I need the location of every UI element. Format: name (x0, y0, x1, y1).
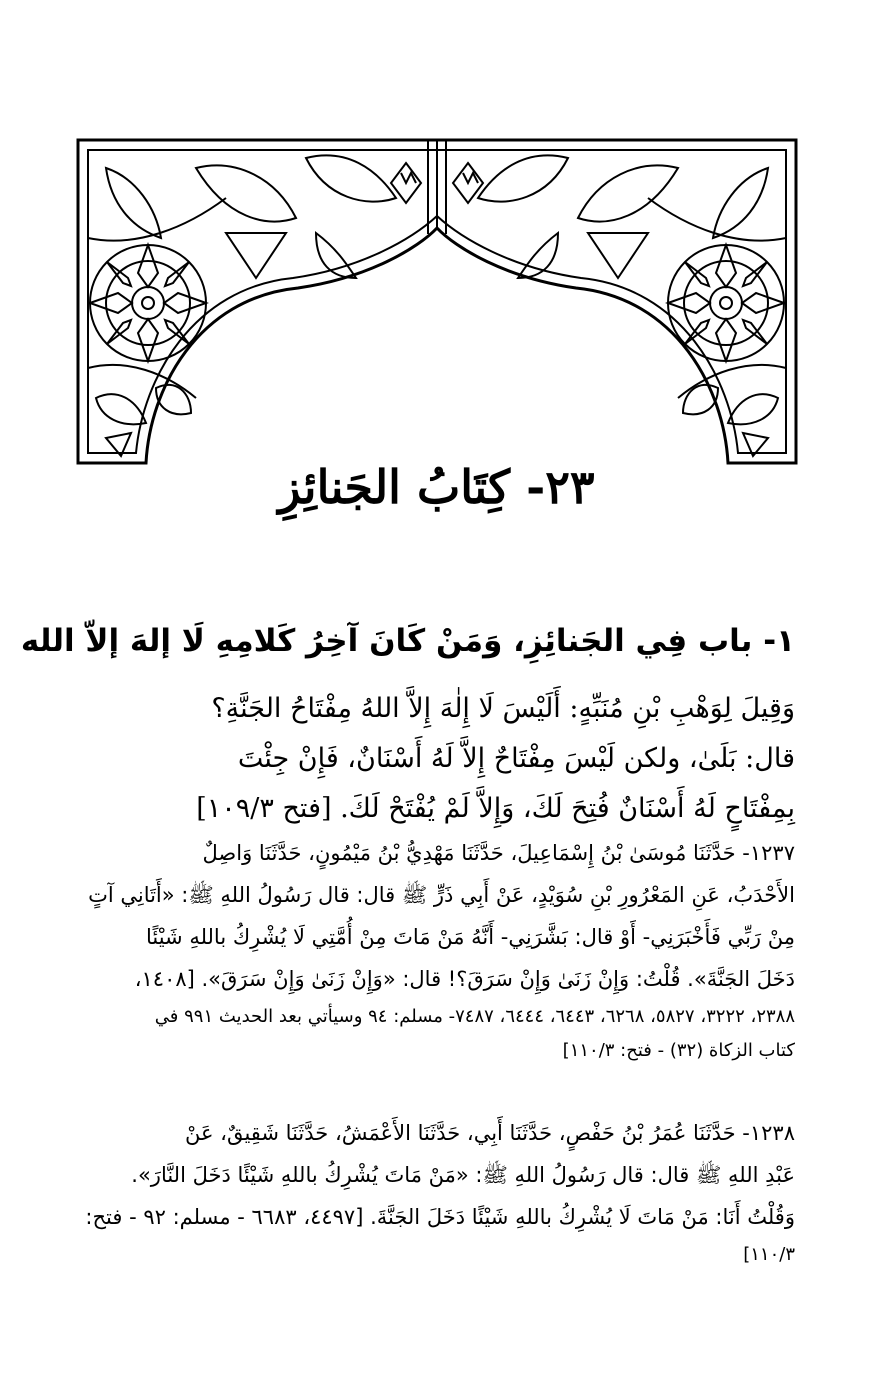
hadith-reference-line: ٢٣٨٨، ٣٢٢٢، ٥٨٢٧، ٦٢٦٨، ٦٤٤٣، ٦٤٤٤، ٧٤٨٧- مسلم: ٩٤ وسيأتي بعد الحديث ٩٩١ في (154, 1006, 795, 1027)
hadith-line: دَخَلَ الجَنَّةَ». قُلْتُ: وَإِنْ زَنَىٰ وَإِنْ سَرَقَ؟! قال: «وَإِنْ زَنَىٰ وَإِنْ سَرَقَ». [١٤٠٨، (134, 967, 795, 991)
hadith-reference-line: كتاب الزكاة (٣٢) - فتح: ١١٠/٣] (562, 1040, 795, 1061)
chapter-title: ٢٣- كِتَابُ الجَنائِزِ (278, 460, 595, 514)
hadith-line: وَقُلْتُ أَنَا: مَنْ مَاتَ لَا يُشْرِكُ باللهِ شَيْئًا دَخَلَ الجَنَّةَ. [٤٤٩٧، ٦٦٨٣ - مسلم: ٩٢ - فتح: (85, 1205, 795, 1229)
section-heading: ١- باب فِي الجَنائِزِ، وَمَنْ كَانَ آخِرُ كَلامِهِ لَا إلهَ إلاّ الله (20, 623, 795, 659)
hadith-line: مِنْ رَبِّي فَأَخْبَرَنِي- أَوْ قال: بَشَّرَنِي- أَنَّهُ مَنْ مَاتَ مِنْ أُمَّتِي لَا يُشْرِكُ باللهِ شَيْئًا (145, 925, 795, 949)
quote-line: قال: بَلَىٰ، ولكن لَيْسَ مِفْتَاحٌ إِلاَّ لَهُ أَسْنَانٌ، فَإِنْ جِئْتَ (237, 743, 795, 774)
section-quote (75, 684, 795, 834)
hadith-line: ١٢٣٧- حَدَّثَنَا مُوسَىٰ بْنُ إِسْمَاعِيلَ، حَدَّثَنَا مَهْدِيُّ بْنُ مَيْمُونٍ، حَدَّثَنَا وَاصِلٌ (202, 841, 795, 865)
quote-line: بِمِفْتَاحٍ لَهُ أَسْنَانٌ فُتِحَ لَكَ، وَإِلاَّ لَمْ يُفْتَحْ لَكَ. [فتح ١٠٩/٣] (196, 793, 795, 824)
hadith-line: ١٢٣٨- حَدَّثَنَا عُمَرُ بْنُ حَفْصٍ، حَدَّثَنَا أَبِي، حَدَّثَنَا الأَعْمَشُ، حَدَّثَنَا شَقِيقٌ، عَنْ (184, 1121, 795, 1145)
quote-line: وَقِيلَ لِوَهْبِ بْنِ مُنَبِّهٍ: أَلَيْسَ لَا إِلٰهَ إِلاَّ اللهُ مِفْتَاحُ الجَنَّةِ؟ (211, 693, 795, 724)
arabesque-arch-ornament (76, 138, 798, 468)
hadith-1238 (75, 1112, 795, 1272)
hadith-line: عَبْدِ اللهِ ﷺ قال: قال رَسُولُ اللهِ ﷺ: «مَنْ مَاتَ يُشْرِكُ باللهِ شَيْئًا دَخَلَ النَّارَ». (131, 1163, 795, 1187)
hadith-1237 (75, 832, 795, 1068)
hadith-reference-line: ١١٠/٣] (743, 1244, 795, 1265)
hadith-line: الأَحْدَبُ، عَنِ المَعْرُورِ بْنِ سُوَيْدٍ، عَنْ أَبِي ذَرٍّ ﷺ قال: قال رَسُولُ اللهِ ﷺ: «أَتَانِي آتٍ (88, 883, 795, 907)
